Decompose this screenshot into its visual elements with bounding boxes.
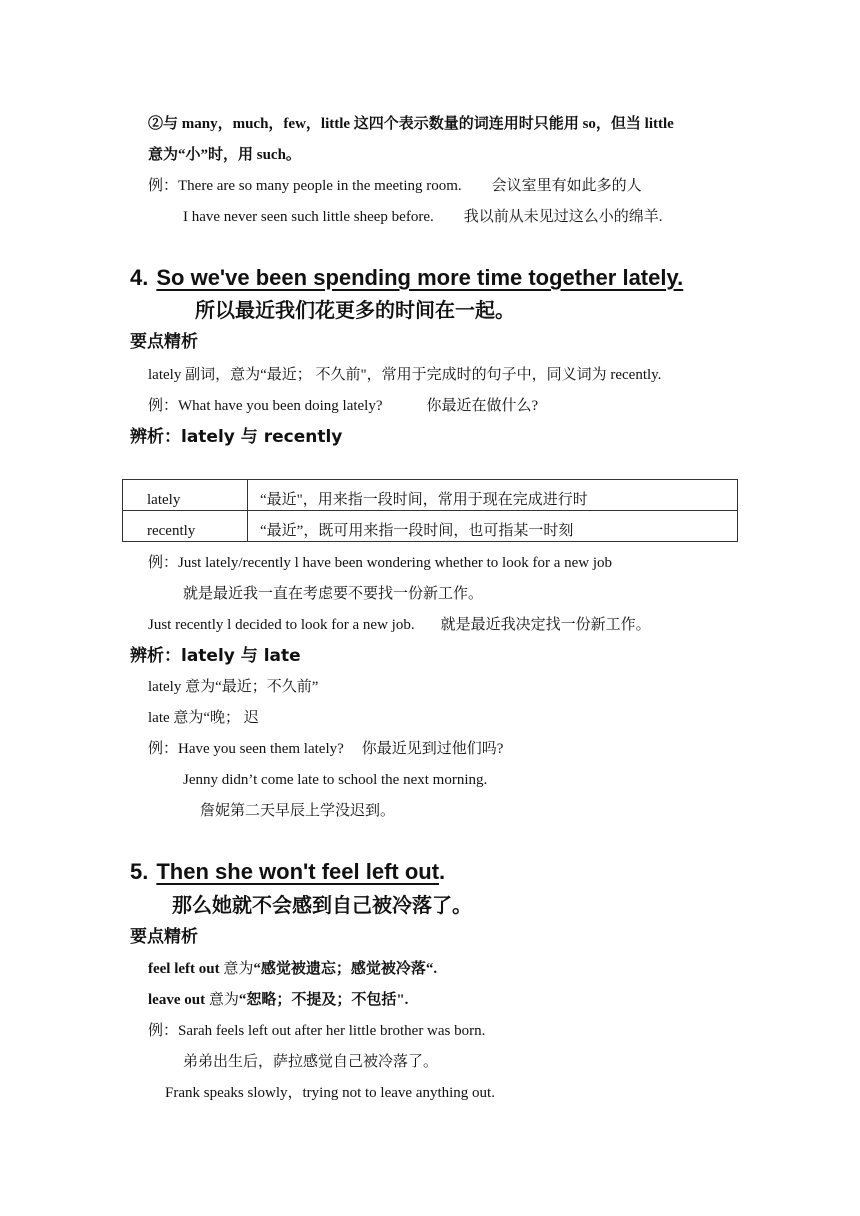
intro-line-2: 意为“小”时，用 such。 <box>148 147 301 163</box>
leave-out-term: leave out <box>148 992 206 1008</box>
section-4-example-4-en: 例：Have you seen them lately? <box>148 741 344 757</box>
section-4-example-3-en: Just recently l decided to look for a new job. <box>148 617 415 633</box>
section-4-title-cn: 所以最近我们花更多的时间在一起。 <box>195 298 515 322</box>
section-4-example-2-en: 例：Just lately/recently l have been wondering whether to look for a new job <box>148 555 613 571</box>
lately-definition: lately 意为“最近；不久前” <box>148 679 319 695</box>
section-4-number: 4. <box>130 265 149 290</box>
section-5-example-1-cn: 弟弟出生后，萨拉感觉自己被冷落了。 <box>183 1054 439 1070</box>
section-4-example-3-cn: 就是最近我决定找一份新工作。 <box>440 617 651 633</box>
section-4-example-1-en: 例：What have you been doing lately? <box>148 398 383 414</box>
section-4-example-3 <box>148 615 651 635</box>
intro-example-1-en: 例：There are so many people in the meeting room. <box>148 178 462 194</box>
intro-example-1 <box>148 176 642 196</box>
intro-example-1-cn: 会议室里有如此多的人 <box>491 178 642 194</box>
section-4-heading <box>130 264 683 292</box>
section-4-title: So we've been spending more time together lately. <box>156 265 684 290</box>
table-row <box>123 511 738 542</box>
section-5-title-punct: . <box>439 859 446 884</box>
section-5-title: Then she won't feel left out <box>156 859 440 884</box>
section-4-example-4 <box>148 739 503 759</box>
feel-left-out-term: feel left out <box>148 961 220 977</box>
section-4-analysis-2-label: 辨析：lately 与 late <box>130 646 301 666</box>
late-definition: late 意为“晚； 迟 <box>148 710 259 726</box>
intro-example-2-cn: 我以前从未见过这么小的绵羊. <box>463 209 663 225</box>
section-4-example-1 <box>148 396 538 416</box>
table-cell-meaning: “最近"，用来指一段时间，常用于现在完成进行时 <box>248 480 738 511</box>
section-5-example-2-en: Frank speaks slowly，trying not to leave anything out. <box>165 1085 495 1101</box>
table-cell-word: lately <box>123 480 248 511</box>
section-4-example-4-cn: 你最近见到过他们吗? <box>361 741 504 757</box>
section-5-points-label: 要点精析 <box>130 927 198 947</box>
table-cell-meaning: “最近”，既可用来指一段时间，也可指某一时刻 <box>248 511 738 542</box>
section-4-point-text: lately 副词，意为“最近； 不久前"，常用于完成时的句子中，同义词为 recently. <box>148 367 662 383</box>
section-5-title-cn: 那么她就不会感到自己被冷落了。 <box>172 893 472 917</box>
section-4-example-1-cn: 你最近在做什么? <box>426 398 539 414</box>
intro-example-2-en: I have never seen such little sheep before. <box>183 209 434 225</box>
section-5-number: 5. <box>130 859 149 884</box>
feel-left-out-mid: 意为 <box>219 961 254 977</box>
lately-recently-table <box>122 479 738 542</box>
section-5-heading <box>130 858 445 886</box>
intro-example-2 <box>183 207 663 227</box>
section-4-analysis-1-label: 辨析：lately 与 recently <box>130 427 343 447</box>
section-4-points-label: 要点精析 <box>130 332 198 352</box>
section-4-example-5-cn: 詹妮第二天早辰上学没迟到。 <box>200 803 396 819</box>
section-4-example-2-cn: 就是最近我一直在考虑要不要找一份新工作。 <box>183 586 484 602</box>
leave-out-meaning: “恕略；不提及；不包括". <box>238 992 409 1008</box>
section-4-example-5-en: Jenny didn’t come late to school the next morning. <box>183 772 488 788</box>
leave-out-mid: 意为 <box>205 992 239 1008</box>
feel-left-out-meaning: “感觉被遗忘；感觉被冷落“. <box>253 961 438 977</box>
table-cell-word: recently <box>123 511 248 542</box>
feel-left-out-definition <box>148 959 437 979</box>
intro-line-1: ②与 many，much，few，little 这四个表示数量的词连用时只能用 so，但当 little <box>148 116 674 132</box>
section-5-example-1-en: 例：Sarah feels left out after her little brother was born. <box>148 1023 486 1039</box>
leave-out-definition <box>148 990 408 1010</box>
table-row <box>123 480 738 511</box>
